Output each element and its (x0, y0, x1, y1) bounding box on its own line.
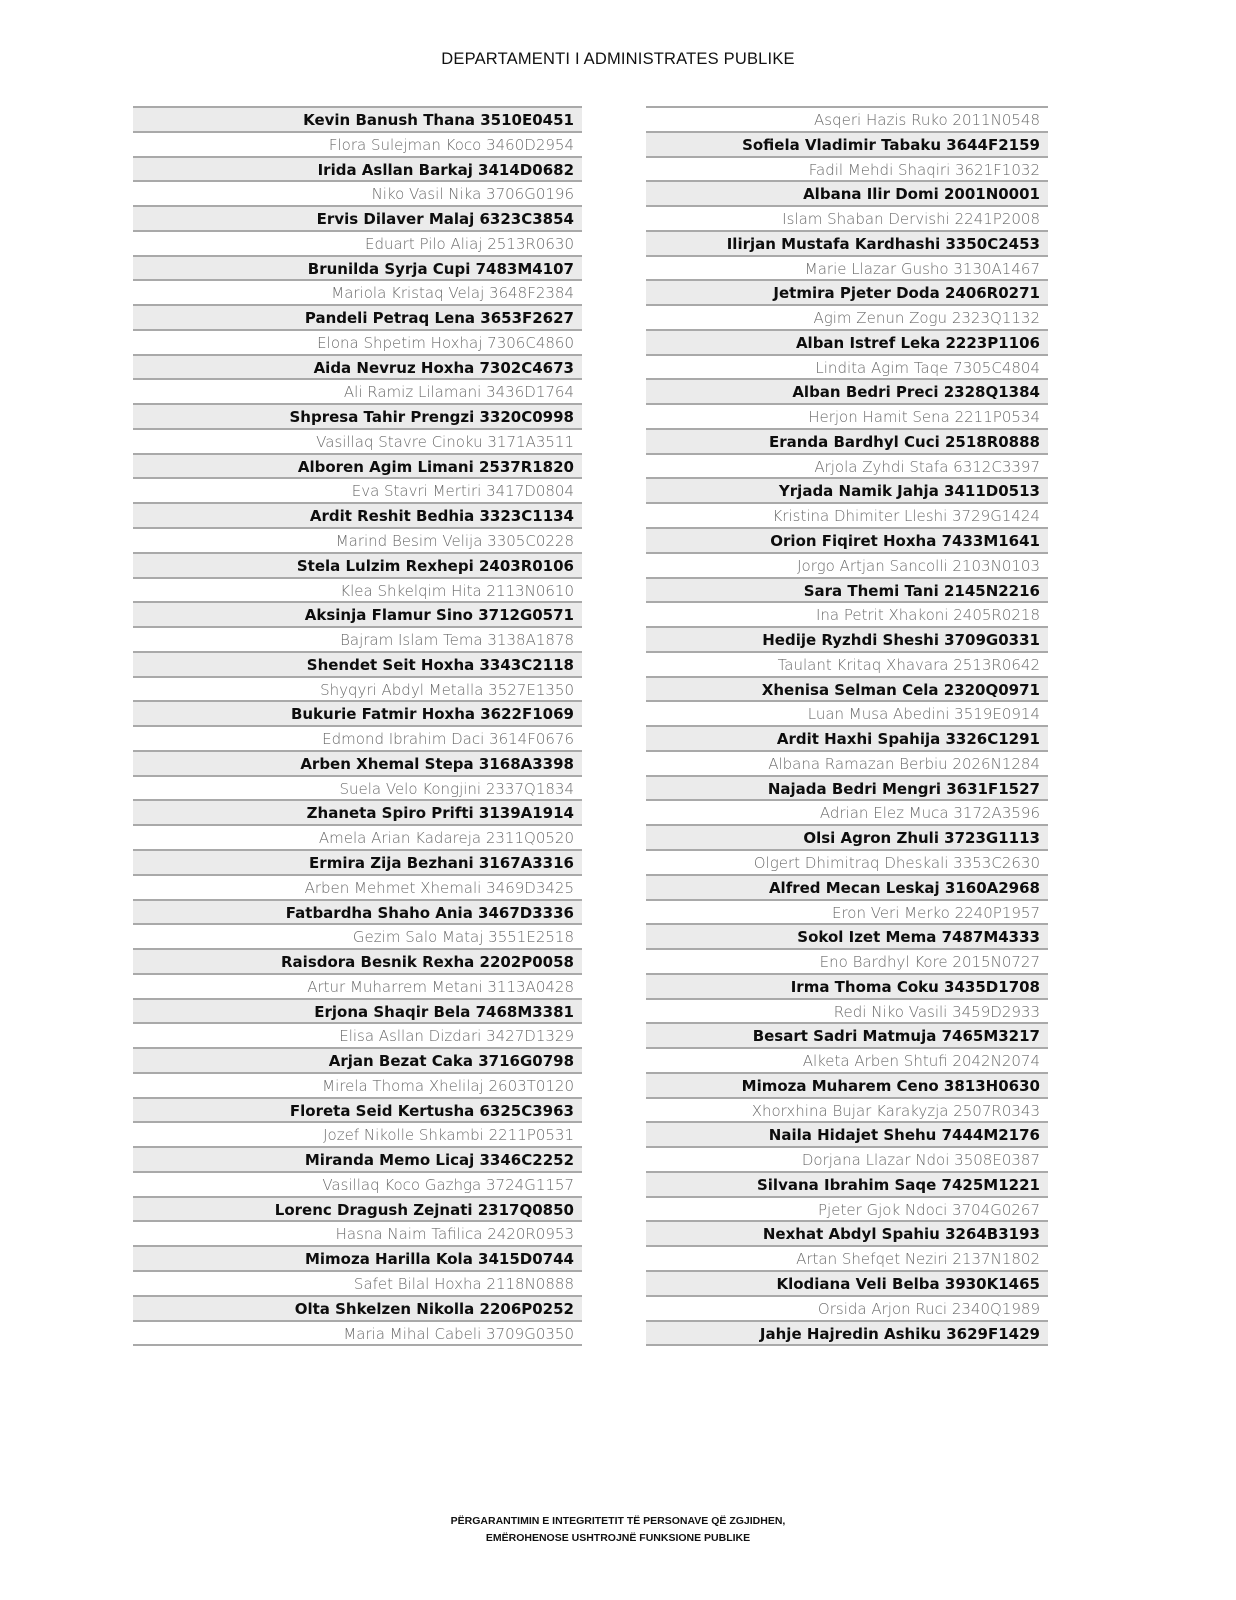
list-item: Silvana Ibrahim Saqe 7425M1221 (646, 1173, 1048, 1198)
list-item: Ermira Zija Bezhani 3167A3316 (133, 851, 582, 876)
list-item: Klea Shkelqim Hita 2113N0610 (133, 579, 582, 604)
list-item: Arben Xhemal Stepa 3168A3398 (133, 752, 582, 777)
list-item: Miranda Memo Licaj 3346C2252 (133, 1148, 582, 1173)
list-item: Floreta Seid Kertusha 6325C3963 (133, 1099, 582, 1124)
list-item: Fatbardha Shaho Ania 3467D3336 (133, 901, 582, 926)
list-item: Klodiana Veli Belba 3930K1465 (646, 1272, 1048, 1297)
list-item: Bajram Islam Tema 3138A1878 (133, 628, 582, 653)
list-item: Irida Asllan Barkaj 3414D0682 (133, 158, 582, 183)
list-item: Shendet Seit Hoxha 3343C2118 (133, 653, 582, 678)
list-item: Arjan Bezat Caka 3716G0798 (133, 1049, 582, 1074)
list-item: Olgert Dhimitraq Dheskali 3353C2630 (646, 851, 1048, 876)
list-item: Yrjada Namik Jahja 3411D0513 (646, 479, 1048, 504)
list-item: Alban Bedri Preci 2328Q1384 (646, 380, 1048, 405)
list-item: Irma Thoma Coku 3435D1708 (646, 975, 1048, 1000)
list-item: Vasillaq Stavre Cinoku 3171A3511 (133, 430, 582, 455)
page-footer (0, 1513, 1236, 1547)
list-item: Albana Ilir Domi 2001N0001 (646, 182, 1048, 207)
list-item: Xhorxhina Bujar Karakyzja 2507R0343 (646, 1099, 1048, 1124)
list-item: Zhaneta Spiro Prifti 3139A1914 (133, 801, 582, 826)
list-item: Sofiela Vladimir Tabaku 3644F2159 (646, 133, 1048, 158)
list-item: Ina Petrit Xhakoni 2405R0218 (646, 603, 1048, 628)
list-item: Eron Veri Merko 2240P1957 (646, 901, 1048, 926)
list-item: Brunilda Syrja Cupi 7483M4107 (133, 257, 582, 282)
list-item: Bukurie Fatmir Hoxha 3622F1069 (133, 702, 582, 727)
list-item: Eduart Pilo Aliaj 2513R0630 (133, 232, 582, 257)
list-item: Naila Hidajet Shehu 7444M2176 (646, 1123, 1048, 1148)
list-item: Marie Llazar Gusho 3130A1467 (646, 257, 1048, 282)
list-item: Ardit Haxhi Spahija 3326C1291 (646, 727, 1048, 752)
list-item: Mimoza Muharem Ceno 3813H0630 (646, 1074, 1048, 1099)
list-item: Artan Shefqet Neziri 2137N1802 (646, 1247, 1048, 1272)
list-item: Safet Bilal Hoxha 2118N0888 (133, 1272, 582, 1297)
list-item: Islam Shaban Dervishi 2241P2008 (646, 207, 1048, 232)
list-item: Alboren Agim Limani 2537R1820 (133, 455, 582, 480)
list-item: Luan Musa Abedini 3519E0914 (646, 702, 1048, 727)
list-item: Alfred Mecan Leskaj 3160A2968 (646, 876, 1048, 901)
list-item: Ervis Dilaver Malaj 6323C3854 (133, 207, 582, 232)
page-title: DEPARTAMENTI I ADMINISTRATES PUBLIKE (441, 50, 795, 68)
list-item: Eranda Bardhyl Cuci 2518R0888 (646, 430, 1048, 455)
list-item: Amela Arian Kadareja 2311Q0520 (133, 826, 582, 851)
list-item: Nexhat Abdyl Spahiu 3264B3193 (646, 1222, 1048, 1247)
list-item: Besart Sadri Matmuja 7465M3217 (646, 1024, 1048, 1049)
list-item: Taulant Kritaq Xhavara 2513R0642 (646, 653, 1048, 678)
list-item: Herjon Hamit Sena 2211P0534 (646, 405, 1048, 430)
list-item: Alketa Arben Shtufi 2042N2074 (646, 1049, 1048, 1074)
footer-line-1: PËRGARANTIMIN E INTEGRITETIT TË PERSONAVE QË ZGJIDHEN, (450, 1515, 786, 1527)
list-item: Ali Ramiz Lilamani 3436D1764 (133, 380, 582, 405)
list-item: Adrian Elez Muca 3172A3596 (646, 801, 1048, 826)
list-item: Najada Bedri Mengri 3631F1527 (646, 777, 1048, 802)
list-item: Vasillaq Koco Gazhga 3724G1157 (133, 1173, 582, 1198)
list-item: Erjona Shaqir Bela 7468M3381 (133, 1000, 582, 1025)
list-item: Shyqyri Abdyl Metalla 3527E1350 (133, 678, 582, 703)
list-item: Fadil Mehdi Shaqiri 3621F1032 (646, 158, 1048, 183)
list-item: Pjeter Gjok Ndoci 3704G0267 (646, 1198, 1048, 1223)
list-item: Jetmira Pjeter Doda 2406R0271 (646, 281, 1048, 306)
list-item: Orsida Arjon Ruci 2340Q1989 (646, 1297, 1048, 1322)
list-item: Aida Nevruz Hoxha 7302C4673 (133, 356, 582, 381)
list-item: Suela Velo Kongjini 2337Q1834 (133, 777, 582, 802)
list-item: Mariola Kristaq Velaj 3648F2384 (133, 281, 582, 306)
list-item: Elona Shpetim Hoxhaj 7306C4860 (133, 331, 582, 356)
list-item: Jahje Hajredin Ashiku 3629F1429 (646, 1322, 1048, 1347)
list-item: Olsi Agron Zhuli 3723G1113 (646, 826, 1048, 851)
list-item: Stela Lulzim Rexhepi 2403R0106 (133, 554, 582, 579)
list-item: Lorenc Dragush Zejnati 2317Q0850 (133, 1198, 582, 1223)
left-name-list (133, 106, 582, 1346)
list-item: Arben Mehmet Xhemali 3469D3425 (133, 876, 582, 901)
list-item: Olta Shkelzen Nikolla 2206P0252 (133, 1297, 582, 1322)
footer-line-2: EMËROHENOSE USHTROJNË FUNKSIONE PUBLIKE (485, 1532, 751, 1544)
list-item: Gezim Salo Mataj 3551E2518 (133, 925, 582, 950)
list-item: Artur Muharrem Metani 3113A0428 (133, 975, 582, 1000)
list-item: Sokol Izet Mema 7487M4333 (646, 925, 1048, 950)
list-item: Raisdora Besnik Rexha 2202P0058 (133, 950, 582, 975)
list-item: Eva Stavri Mertiri 3417D0804 (133, 479, 582, 504)
list-item: Sara Themi Tani 2145N2216 (646, 579, 1048, 604)
list-item: Aksinja Flamur Sino 3712G0571 (133, 603, 582, 628)
list-item: Pandeli Petraq Lena 3653F2627 (133, 306, 582, 331)
list-item: Kevin Banush Thana 3510E0451 (133, 108, 582, 133)
list-item: Hasna Naim Tafilica 2420R0953 (133, 1222, 582, 1247)
list-item: Albana Ramazan Berbiu 2026N1284 (646, 752, 1048, 777)
list-item: Arjola Zyhdi Stafa 6312C3397 (646, 455, 1048, 480)
list-item: Redi Niko Vasili 3459D2933 (646, 1000, 1048, 1025)
list-item: Edmond Ibrahim Daci 3614F0676 (133, 727, 582, 752)
list-item: Hedije Ryzhdi Sheshi 3709G0331 (646, 628, 1048, 653)
list-item: Ilirjan Mustafa Kardhashi 3350C2453 (646, 232, 1048, 257)
list-item: Eno Bardhyl Kore 2015N0727 (646, 950, 1048, 975)
list-item: Shpresa Tahir Prengzi 3320C0998 (133, 405, 582, 430)
list-item: Jozef Nikolle Shkambi 2211P0531 (133, 1123, 582, 1148)
list-item: Lindita Agim Taqe 7305C4804 (646, 356, 1048, 381)
list-item: Dorjana Llazar Ndoi 3508E0387 (646, 1148, 1048, 1173)
list-item: Maria Mihal Cabeli 3709G0350 (133, 1322, 582, 1347)
list-item: Niko Vasil Nika 3706G0196 (133, 182, 582, 207)
right-name-list (646, 106, 1048, 1346)
list-item: Mimoza Harilla Kola 3415D0744 (133, 1247, 582, 1272)
list-item: Jorgo Artjan Sancolli 2103N0103 (646, 554, 1048, 579)
list-item: Marind Besim Velija 3305C0228 (133, 529, 582, 554)
list-item: Alban Istref Leka 2223P1106 (646, 331, 1048, 356)
list-item: Ardit Reshit Bedhia 3323C1134 (133, 504, 582, 529)
list-item: Mirela Thoma Xhelilaj 2603T0120 (133, 1074, 582, 1099)
list-item: Orion Fiqiret Hoxha 7433M1641 (646, 529, 1048, 554)
list-item: Elisa Asllan Dizdari 3427D1329 (133, 1024, 582, 1049)
list-item: Kristina Dhimiter Lleshi 3729G1424 (646, 504, 1048, 529)
list-item: Agim Zenun Zogu 2323Q1132 (646, 306, 1048, 331)
list-item: Flora Sulejman Koco 3460D2954 (133, 133, 582, 158)
list-item: Asqeri Hazis Ruko 2011N0548 (646, 108, 1048, 133)
list-item: Xhenisa Selman Cela 2320Q0971 (646, 678, 1048, 703)
